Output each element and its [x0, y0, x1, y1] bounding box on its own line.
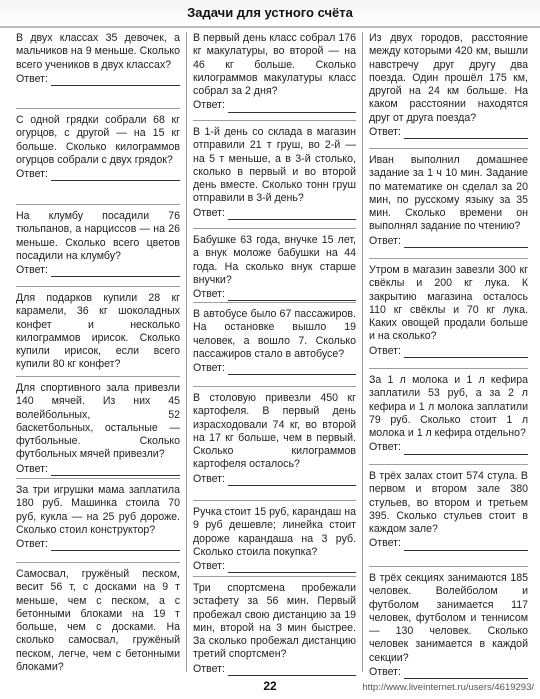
problem-2-4: [193, 308, 356, 375]
problem-text: В столовую привезли 450 кг картофеля. В первый день израсходовали 74 кг, во второй на 17 кг больше, чем в первый. Сколько килограммов картофеля осталось?: [193, 392, 356, 471]
divider: [193, 228, 356, 229]
problem-text: С одной грядки собрали 68 кг огурцов, с другой — на 15 кг больше. Сколько килограммов огурцов собрали с двух грядок?: [16, 114, 180, 166]
answer-label: Ответ:: [193, 288, 225, 301]
answer-blank[interactable]: [404, 237, 528, 248]
problem-text: В двух классах 35 девочек, а мальчиков на 9 меньше. Сколько всего учеников в двух классах?: [16, 32, 180, 71]
answer-row: [16, 168, 180, 181]
problem-text: В трёх секциях занимаются 185 человек. Волейболом и футболом занимается 117 человек, футболом и теннисом — 130 человек. Сколько человек занимается в каждой секции?: [369, 572, 528, 664]
divider: [193, 120, 356, 121]
problems-column-2: [186, 32, 362, 675]
answer-label: Ответ:: [369, 234, 401, 247]
answer-row: [16, 538, 180, 551]
answer-row: [193, 473, 356, 486]
problem-text: На клумбу посадили 76 тюльпанов, а нарциссов — на 26 меньше. Сколько всего цветов посадили на клумбу?: [16, 210, 180, 262]
answer-label: Ответ:: [193, 662, 225, 675]
problem-text: Для спортивного зала привезли 140 мячей. Из них 45 волейбольных, 52 баскетбольных, остальные — футбольные. Сколько футбольных мячей привезли?: [16, 382, 180, 461]
problem-3-5: [369, 470, 528, 551]
answer-row: [193, 99, 356, 112]
problem-2-1: [193, 32, 356, 113]
problem-text: Ручка стоит 15 руб, карандаш на 9 руб дешевле; линейка стоит дороже карандаша на 3 руб. Сколько стоила покупка?: [193, 506, 356, 558]
answer-label: Ответ:: [193, 206, 225, 219]
answer-blank[interactable]: [404, 128, 528, 139]
answer-label: Ответ:: [193, 362, 225, 375]
divider: [369, 464, 528, 465]
problem-text: В автобусе было 67 пассажиров. На остановке вышло 19 человек, а вошло 7. Сколько пассажиров стало в автобусе?: [193, 308, 356, 360]
answer-label: Ответ:: [369, 344, 401, 357]
divider: [16, 204, 180, 205]
answer-row: [369, 235, 528, 248]
problem-text: Утром в магазин завезли 300 кг свёклы и 200 кг лука. К закрытию магазина осталось 110 кг свёклы и 70 кг лука. Каких овощей продали больше и на сколько?: [369, 264, 528, 343]
divider: [369, 148, 528, 149]
answer-blank[interactable]: [228, 665, 356, 676]
answer-label: Ответ:: [193, 99, 225, 112]
problem-text: Бабушке 63 года, внучке 15 лет, а внук моложе бабушки на 44 года. На сколько внук старше внучки?: [193, 234, 356, 286]
problem-text: В 1-й день со склада в магазин отправили 21 т груш, во 2-й — на 5 т меньше, а в 3-й столько, сколько в первый и во второй день вместе. Сколько тонн груш отправили в 3-й день?: [193, 126, 356, 205]
problem-text: В первый день класс собрал 176 кг макулатуры, во второй — на 46 кг больше. Сколько килограммов макулатуры класс собрал за 2 дня?: [193, 32, 356, 98]
answer-blank[interactable]: [51, 465, 180, 476]
answer-blank[interactable]: [228, 209, 356, 220]
answer-blank[interactable]: [404, 347, 528, 358]
header-bar: [0, 0, 540, 28]
divider: [16, 562, 180, 563]
problem-1-2: [16, 114, 180, 181]
divider: [16, 478, 180, 479]
divider: [369, 258, 528, 259]
problem-1-4: [16, 292, 180, 372]
answer-blank[interactable]: [51, 170, 180, 181]
problem-1-7: [16, 568, 180, 674]
answer-blank[interactable]: [228, 475, 356, 486]
answer-label: Ответ:: [16, 538, 48, 551]
divider: [193, 500, 356, 501]
answer-row: [369, 537, 528, 550]
answer-row: [193, 288, 356, 301]
divider: [193, 576, 356, 577]
problem-2-5: [193, 392, 356, 486]
answer-label: Ответ:: [369, 441, 401, 454]
problem-text: В трёх залах стоит 574 стула. В первом и втором зале 380 стульев, во втором и третьем 395. Сколько стульев стоит в каждом зале?: [369, 470, 528, 536]
answer-row: [369, 126, 528, 139]
divider: [16, 286, 180, 287]
problem-text: За 1 л молока и 1 л кефира заплатили 53 руб, а за 2 л кефира и 1 л молока заплатили 79 руб. Сколько стоит 1 л молока и 1 л кефира отдельно?: [369, 374, 528, 440]
problem-3-6: [369, 572, 528, 679]
problem-1-6: [16, 484, 180, 551]
problems-grid: [10, 32, 534, 679]
page-number: 22: [263, 679, 277, 693]
answer-blank[interactable]: [228, 562, 356, 573]
answer-blank[interactable]: [404, 444, 528, 455]
answer-label: Ответ:: [16, 264, 48, 277]
answer-label: Ответ:: [16, 72, 48, 85]
answer-row: [193, 207, 356, 220]
problem-text: Самосвал, гружёный песком, весит 56 т, с досками на 9 т меньше, чем с песком, а с бетонными блоками на 19 т больше, чем с досками. На сколько самосвал, гружёный песком, легче, чем с бетонными блоками?: [16, 568, 180, 674]
answer-label: Ответ:: [369, 537, 401, 550]
answer-blank[interactable]: [51, 540, 180, 551]
problem-1-1: [16, 32, 180, 86]
problem-3-3: [369, 264, 528, 358]
divider: [193, 302, 356, 303]
problem-3-1: [369, 32, 528, 139]
answer-row: [16, 463, 180, 476]
answer-row: [193, 663, 356, 676]
problem-1-3: [16, 210, 180, 277]
divider: [193, 386, 356, 387]
problem-text: За три игрушки мама заплатила 180 руб. Машинка стоила 70 руб, кукла — на 25 руб дороже. Сколько стоил конструктор?: [16, 484, 180, 536]
answer-blank[interactable]: [404, 668, 528, 679]
problems-column-1: [10, 32, 186, 672]
answer-blank[interactable]: [228, 364, 356, 375]
answer-row: [369, 345, 528, 358]
problem-text: Иван выполнил домашнее задание за 1 ч 10 мин. Задание по математике он сделал за 20 мин, по русскому языку за 35 мин. Сколько времени он выполнял задание по чтению?: [369, 154, 528, 233]
divider: [16, 108, 180, 109]
problem-text: Из двух городов, расстояние между которыми 420 км, вышли навстречу друг другу два поезда. Один прошёл 175 км, другой на 24 км больше. На каком расстоянии находятся друг от друга поезда?: [369, 32, 528, 124]
answer-row: [193, 560, 356, 573]
problem-3-4: [369, 374, 528, 455]
answer-label: Ответ:: [16, 462, 48, 475]
problem-2-7: [193, 582, 356, 676]
divider: [16, 376, 180, 377]
answer-row: [369, 666, 528, 679]
problems-column-3: [362, 32, 534, 679]
answer-blank[interactable]: [51, 266, 180, 277]
watermark-url: http://www.liveinternet.ru/users/4619293/: [362, 682, 534, 693]
page-title: Задачи для устного счёта: [187, 5, 353, 20]
answer-blank[interactable]: [228, 290, 356, 301]
problem-3-2: [369, 154, 528, 248]
divider: [369, 566, 528, 567]
answer-label: Ответ:: [193, 472, 225, 485]
answer-label: Ответ:: [193, 560, 225, 573]
problem-2-3: [193, 234, 356, 301]
answer-blank[interactable]: [228, 102, 356, 113]
answer-label: Ответ:: [369, 126, 401, 139]
problem-2-2: [193, 126, 356, 220]
problem-text: Три спортсмена пробежали эстафету за 56 мин. Первый пробежал свою дистанцию за 19 мин, второй на 3 мин быстрее. За сколько пробежал дистанцию третий спортсмен?: [193, 582, 356, 661]
problem-1-5: [16, 382, 180, 476]
answer-label: Ответ:: [16, 168, 48, 181]
answer-row: [16, 73, 180, 86]
answer-row: [369, 441, 528, 454]
answer-blank[interactable]: [51, 75, 180, 86]
divider: [369, 368, 528, 369]
answer-blank[interactable]: [404, 540, 528, 551]
answer-label: Ответ:: [369, 666, 401, 679]
answer-row: [16, 264, 180, 277]
problem-text: Для подарков купили 28 кг карамели, 36 кг шоколадных конфет и несколько килограммов ирисок. Сколько купили ирисок, если всего купили 80 кг конфет?: [16, 292, 180, 371]
answer-row: [193, 362, 356, 375]
problem-2-6: [193, 506, 356, 573]
